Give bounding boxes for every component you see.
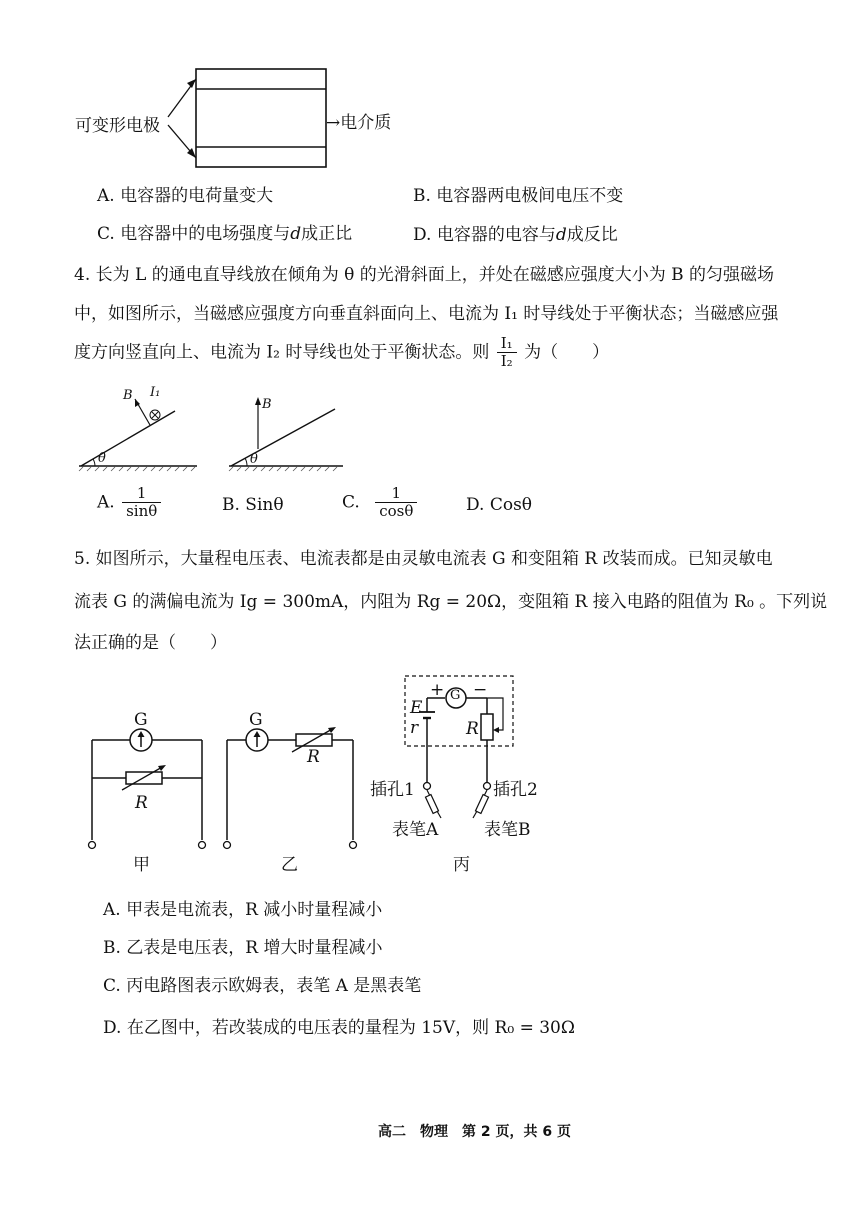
q5-line-2: 流表 G 的满偏电流为 Ig = 300mA，内阻为 Rg = 20Ω，变阻箱 R 接入电路的阻值为 R₀ 。下列说 bbox=[74, 592, 828, 612]
right-field-b-label: B bbox=[262, 397, 272, 412]
current-ratio-fraction: $\frac{\text{I₁}}{\text{I₂}}$ bbox=[497, 335, 517, 371]
jack-2-label: 插孔2 bbox=[493, 780, 538, 800]
q3-option-d: D. 电容器的电容与d成反比 bbox=[413, 225, 618, 245]
q5-line-1: 5. 如图所示，大量程电压表、电流表都是由灵敏电流表 G 和变阻箱 R 改装而成。已知灵敏电 bbox=[74, 549, 773, 569]
bing-r-label: R bbox=[466, 719, 479, 739]
q5-option-c: C. 丙电路图表示欧姆表，表笔 A 是黑表笔 bbox=[103, 976, 422, 996]
bing-caption: 丙 bbox=[453, 855, 470, 875]
q5-option-b: B. 乙表是电压表，R 增大时量程减小 bbox=[103, 938, 383, 958]
left-field-b-label: B bbox=[123, 388, 133, 403]
jia-caption: 甲 bbox=[133, 855, 150, 875]
yi-r-label: R bbox=[307, 747, 320, 767]
jia-g-label: G bbox=[134, 710, 148, 730]
bing-g-label: G bbox=[450, 688, 461, 703]
q4-line-3: 度方向竖直向上、电流为 I₂ 时导线也处于平衡状态。则 $\frac{\text{I₁}}{\text{I₂}}$ 为（ ） bbox=[74, 334, 610, 371]
bing-r-internal-label: r bbox=[410, 718, 419, 738]
probe-a-label: 表笔A bbox=[392, 820, 439, 840]
q3-option-c: C. 电容器中的电场强度与d成正比 bbox=[97, 224, 353, 244]
bing-minus-label: − bbox=[473, 680, 488, 700]
q4-option-c: C. $\frac{1}{\cos\theta}$ bbox=[342, 485, 419, 521]
q5-option-d: D. 在乙图中，若改装成的电压表的量程为 15V，则 R₀ = 30Ω bbox=[103, 1018, 575, 1038]
page-footer: 高二 物理 第 2 页，共 6 页 bbox=[378, 1124, 571, 1140]
q4-option-b: B. Sinθ bbox=[222, 495, 284, 515]
jia-r-label: R bbox=[135, 793, 148, 813]
q5-option-a: A. 甲表是电流表，R 减小时量程减小 bbox=[103, 900, 383, 920]
bing-e-label: E bbox=[410, 698, 423, 718]
yi-g-label: G bbox=[249, 710, 263, 730]
q4-option-d: D. Cosθ bbox=[466, 495, 533, 515]
q4-line-1: 4. 长为 L 的通电直导线放在倾角为 θ 的光滑斜面上，并处在磁感应强度大小为 B 的匀强磁场 bbox=[74, 265, 775, 285]
q3-option-a: A. 电容器的电荷量变大 bbox=[97, 186, 274, 206]
yi-caption: 乙 bbox=[281, 855, 298, 875]
right-theta-label: θ bbox=[250, 452, 258, 467]
q5-line-3: 法正确的是（ ） bbox=[74, 633, 227, 653]
incline-figure-right bbox=[225, 385, 350, 475]
dielectric-label: →电介质 bbox=[326, 113, 392, 133]
electrode-label: 可变形电极 bbox=[75, 116, 160, 136]
bing-plus-label: + bbox=[430, 680, 445, 700]
q3-option-b: B. 电容器两电极间电压不变 bbox=[413, 186, 624, 206]
left-theta-label: θ bbox=[98, 451, 106, 466]
q4-line-2: 中，如图所示，当磁感应强度方向垂直斜面向上、电流为 I₁ 时导线处于平衡状态；当磁感应强 bbox=[74, 304, 779, 324]
jack-1-label: 插孔1 bbox=[370, 780, 415, 800]
probe-b-label: 表笔B bbox=[484, 820, 531, 840]
q4-option-a: A. $\frac{1}{\sin\theta}$ bbox=[97, 485, 163, 521]
incline-figure-left bbox=[75, 385, 205, 475]
left-current-label: I₁ bbox=[150, 385, 161, 400]
circuit-yi bbox=[220, 700, 365, 855]
